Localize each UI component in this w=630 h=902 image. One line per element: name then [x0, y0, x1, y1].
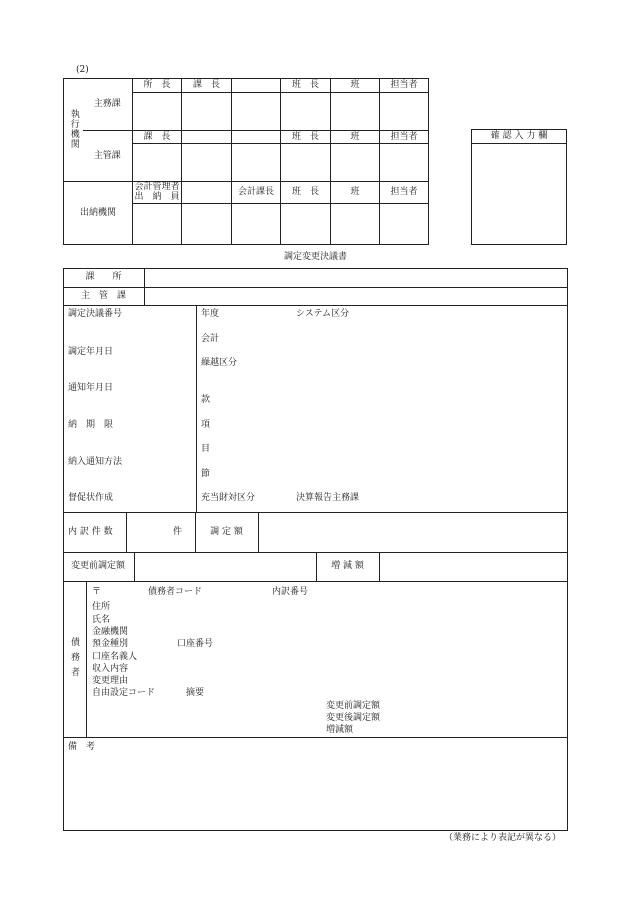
kou-label: 項 [201, 420, 211, 430]
form-title: 調定変更決議書 [283, 252, 347, 262]
confirm-box-label: 確 認 入 力 欄 [490, 131, 548, 141]
stamp-header: 会計課長 [232, 182, 281, 204]
stamp-header: 担当者 [380, 131, 429, 144]
accounting-manager-header: 会計管理者 出 納 員 [134, 182, 180, 202]
general-affairs-label: 主務課 [83, 79, 133, 131]
stamp-header [182, 131, 232, 144]
section-number: (2) [76, 65, 89, 75]
change-reason-label: 変更理由 [92, 676, 129, 686]
divider [63, 737, 568, 738]
stamp-header: 班 長 [281, 182, 331, 204]
account-number-label: 口座番号 [177, 639, 214, 649]
stamp-cell[interactable] [380, 93, 429, 131]
fiscal-year-label: 年度 [201, 309, 220, 319]
stamp-cell[interactable] [133, 93, 182, 131]
section-label: 課 所 [85, 272, 122, 282]
stamp-header [182, 182, 232, 204]
account-holder-label: 口座名義人 [92, 652, 138, 662]
diff-amount-detail-label: 増減額 [326, 725, 354, 735]
due-date-label: 納 期 限 [68, 420, 114, 430]
competent-dept-row-label: 主 管 課 [80, 291, 126, 301]
divider [63, 581, 568, 582]
assessed-amount-input[interactable] [259, 513, 567, 552]
after-amount-label: 変更後調定額 [326, 713, 381, 723]
debtor-code-label: 債務者コード [148, 587, 203, 597]
settlement-dept-label: 決算報告主務課 [296, 493, 360, 503]
diff-amount-input[interactable] [380, 553, 567, 581]
section-input[interactable] [145, 269, 567, 287]
before-change-amount-input[interactable] [135, 553, 316, 581]
name-label: 氏名 [92, 615, 111, 625]
approval-table [63, 78, 429, 245]
reminder-creation-label: 督促状作成 [68, 493, 114, 503]
bank-label: 金融機関 [92, 627, 129, 637]
stamp-header: 班 [331, 182, 380, 204]
carryover-class-label: 繰越区分 [201, 358, 238, 368]
count-unit-label: 件 [173, 527, 183, 537]
stamp-header: 課 長 [182, 79, 232, 93]
footnote: （業務により表記が異なる） [444, 833, 562, 843]
free-code-label: 自由設定コード [92, 688, 156, 698]
stamp-cell[interactable] [380, 204, 429, 245]
confirm-input-box[interactable] [471, 129, 567, 245]
stamp-cell[interactable] [232, 93, 281, 131]
stamp-header: 課 長 [133, 131, 182, 144]
assessment-date-label: 調定年月日 [68, 347, 114, 357]
stamp-header: 班 長 [281, 131, 331, 144]
assessed-amount-label: 調 定 額 [210, 527, 243, 537]
stamp-cell[interactable] [331, 204, 380, 245]
competent-dept-label: 主管課 [83, 131, 133, 182]
before-change-amount-label: 変更前調定額 [71, 561, 126, 571]
stamp-header: 担当者 [380, 182, 429, 204]
stamp-cell[interactable] [133, 144, 182, 182]
confirm-box-divider [471, 143, 567, 144]
divider [86, 581, 87, 737]
before-amount-label: 変更前調定額 [326, 701, 381, 711]
postal-mark: 〒 [92, 587, 102, 597]
decision-number-label: 調定決議番号 [68, 309, 123, 319]
stamp-header: 担当者 [380, 79, 429, 93]
remarks-label: 備 考 [68, 742, 96, 752]
summary-label: 摘要 [186, 688, 205, 698]
divider [196, 305, 197, 512]
stamp-header: 班 長 [281, 79, 331, 93]
address-label: 住所 [92, 602, 111, 612]
stamp-cell[interactable] [281, 144, 331, 182]
remarks-input[interactable] [64, 756, 567, 830]
diff-amount-label: 増 減 額 [331, 561, 364, 571]
detail-count-input[interactable] [127, 513, 172, 552]
stamp-cell[interactable] [331, 93, 380, 131]
payment-notice-method-label: 納入通知方法 [68, 457, 123, 467]
allocation-class-label: 充当財対区分 [201, 493, 256, 503]
debtor-side-label: 債務者 [69, 636, 79, 682]
detail-count-label: 内 訳 件 数 [68, 527, 113, 537]
setsu-label: 節 [201, 469, 211, 479]
stamp-cell[interactable] [182, 144, 232, 182]
account-label: 会計 [201, 334, 220, 344]
stamp-cell[interactable] [182, 204, 232, 245]
system-class-label: システム区分 [296, 309, 350, 319]
kan-label: 款 [201, 395, 211, 405]
stamp-header [232, 131, 281, 144]
stamp-cell[interactable] [232, 144, 281, 182]
executing-agency-label: 執行機関 [64, 79, 83, 182]
treasury-label: 出納機関 [64, 182, 133, 245]
stamp-header: 班 [331, 79, 380, 93]
stamp-header [232, 79, 281, 93]
income-content-label: 収入内容 [92, 664, 129, 674]
moku-label: 目 [201, 444, 211, 454]
notice-date-label: 通知年月日 [68, 383, 114, 393]
stamp-header: 所 長 [133, 79, 182, 93]
stamp-cell[interactable] [281, 204, 331, 245]
stamp-cell[interactable] [331, 144, 380, 182]
detail-number-label: 内訳番号 [272, 587, 309, 597]
stamp-header: 班 [331, 131, 380, 144]
stamp-cell[interactable] [133, 204, 182, 245]
stamp-cell[interactable] [281, 93, 331, 131]
competent-dept-input[interactable] [145, 288, 567, 305]
divider [63, 305, 568, 306]
stamp-cell[interactable] [380, 144, 429, 182]
stamp-cell[interactable] [232, 204, 281, 245]
stamp-cell[interactable] [182, 93, 232, 131]
deposit-type-label: 預金種別 [92, 639, 129, 649]
